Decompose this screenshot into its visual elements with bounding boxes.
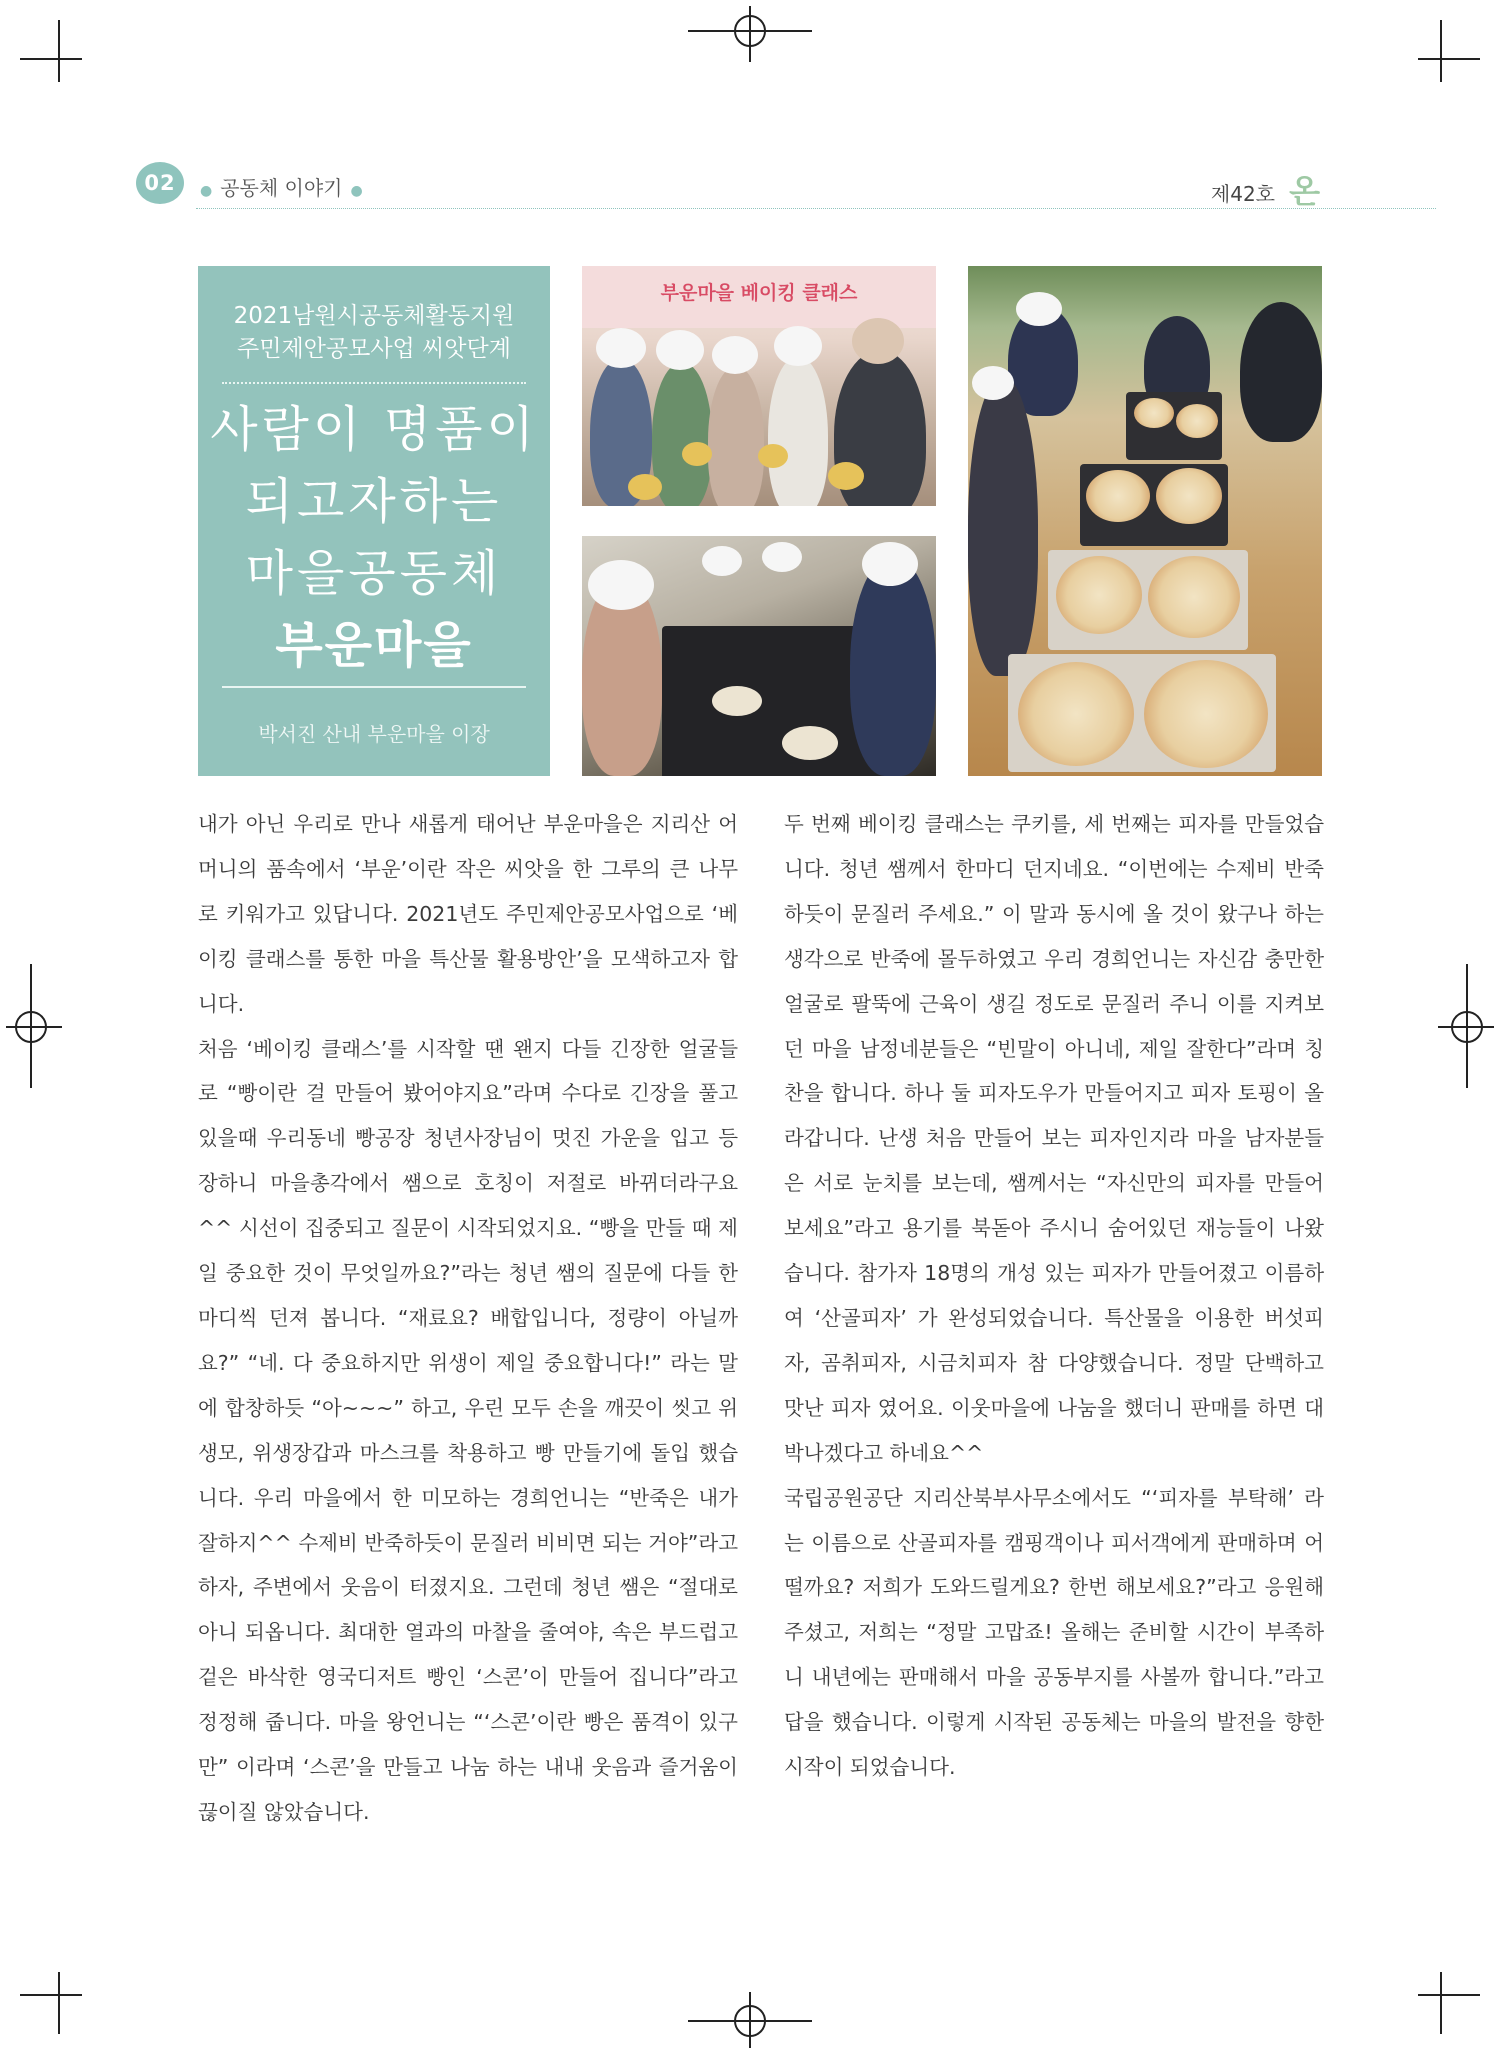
- title-line-4: 부운마을: [275, 617, 473, 674]
- paragraph: 국립공원공단 지리산북부사무소에서도 “‘피자를 부탁해’ 라는 이름으로 산골피자를 캠핑객이나 피서객에게 판매하며 어떨까요? 저희가 도와드릴게요? 한번 해보세요?”라고 응원해 주셨고, 저희는 “정말 고맙죠! 올해는 준비할 시간이 부족하니 내년에는 판매해서 마을 공동부지를 사볼까 합니다.”라고 답을 했습니다. 이렇게 시작된 공동체는 마을의 발전을 향한 시작이 되었습니다.: [784, 1485, 1324, 1780]
- section-title: 공동체 이야기: [220, 176, 343, 200]
- page-number-badge: 02: [136, 162, 184, 204]
- photo-finished-pizzas: [968, 266, 1322, 776]
- title-line-2: 되고자하는: [245, 473, 503, 530]
- bullet-dot-icon: ●: [350, 183, 363, 199]
- panel-solid-divider: [222, 686, 526, 688]
- bullet-dot-icon: ●: [200, 183, 213, 199]
- body-column-left: [198, 802, 738, 1835]
- article-title: [198, 394, 550, 682]
- body-column-right: [784, 802, 1324, 1790]
- title-line-3: 마을공동체: [245, 545, 503, 602]
- issue-number: 제42호: [1210, 182, 1275, 206]
- title-panel: [198, 266, 550, 776]
- header-divider: [196, 208, 1436, 209]
- panel-subtitle: [198, 300, 550, 366]
- photo-dough-making: [582, 536, 936, 776]
- paragraph: 처음 ‘베이킹 클래스’를 시작할 땐 왠지 다들 긴장한 얼굴들로 “빵이란 걸 만들어 봤어야지요”라며 수다로 긴장을 풀고있을때 우리동네 빵공장 청년사장님이 멋진 가운을 입고 등장하니 마을총각에서 쌤으로 호칭이 저절로 바뀌더라구요^^ 시선이 집중되고 질문이 시작되었지요. “빵을 만들 때 제일 중요한 것이 무엇일까요?”라는 청년 쌤의 질문에 다들 한마디씩 던져 봅니다. “재료요? 배합입니다, 정량이 아닐까요?” “네. 다 중요하지만 위생이 제일 중요합니다!” 라는 말에 합창하듯 “아~~~” 하고, 우린 모두 손을 깨끗이 씻고 위생모, 위생장갑과 마스크를 착용하고 빵 만들기에 돌입 했습니다. 우리 마을에서 한 미모하는 경희언니는 “반죽은 내가 잘하지^^ 수제비 반죽하듯이 문질러 비비면 되는 거야”라고 하자, 주변에서 웃음이 터졌지요. 그런데 청년 쌤은 “절대로 아니 되옵니다. 최대한 열과의 마찰을 줄여야, 속은 부드럽고 겉은 바삭한 영국디저트 빵인 ‘스콘’이 만들어 집니다”라고 정정해 줍니다. 마을 왕언니는 “‘스콘’이란 빵은 품격이 있구만” 이라며 ‘스콘’을 만들고 나눔 하는 내내 웃음과 즐거움이 끊이질 않았습니다.: [198, 1036, 738, 1824]
- article-author: 박서진 산내 부운마을 이장: [258, 722, 490, 746]
- title-line-1: 사람이 명품이: [210, 401, 538, 458]
- subtitle-line-2: 주민제안공모사업 씨앗단계: [237, 336, 511, 362]
- section-label: [192, 172, 371, 201]
- paragraph: 두 번째 베이킹 클래스는 쿠키를, 세 번째는 피자를 만들었습니다. 청년 쌤께서 한마디 던지네요. “이번에는 수제비 반죽 하듯이 문질러 주세요.” 이 말과 동시에 올 것이 왔구나 하는 생각으로 반죽에 몰두하였고 우리 경희언니는 자신감 충만한 얼굴로 팔뚝에 근육이 생길 정도로 문질러 주니 이를 지켜보던 마을 남정네분들은 “빈말이 아니네, 제일 잘한다”라며 칭찬을 합니다. 하나 둘 피자도우가 만들어지고 피자 토핑이 올라갑니다. 난생 처음 만들어 보는 피자인지라 마을 남자분들은 서로 눈치를 보는데, 쌤께서는 “자신만의 피자를 만들어 보세요”라고 용기를 북돋아 주시니 숨어있던 재능들이 나왔습니다. 참가자 18명의 개성 있는 피자가 만들어졌고 이름하여 ‘산골피자’ 가 완성되었습니다. 특산물을 이용한 버섯피자, 곰취피자, 시금치피자 참 다양했습니다. 정말 단백하고 맛난 피자 였어요. 이웃마을에 나눔을 했더니 판매를 하면 대박나겠다고 하네요^^: [784, 812, 1324, 1465]
- panel-dotted-divider: [222, 382, 526, 384]
- banner-text: 부운마을 베이킹 클래스: [660, 282, 858, 304]
- paragraph: 내가 아닌 우리로 만나 새롭게 태어난 부운마을은 지리산 어머니의 품속에서 ‘부운’이란 작은 씨앗을 한 그루의 큰 나무로 키워가고 있답니다. 2021년도 주민제안공모사업으로 ‘베이킹 클래스를 통한 마을 특산물 활용방안’을 모색하고자 합니다.: [198, 812, 738, 1016]
- magazine-logo: 온: [1289, 172, 1320, 210]
- photo-baking-class-group: [582, 266, 936, 506]
- subtitle-line-1: 2021남원시공동체활동지원: [233, 303, 515, 329]
